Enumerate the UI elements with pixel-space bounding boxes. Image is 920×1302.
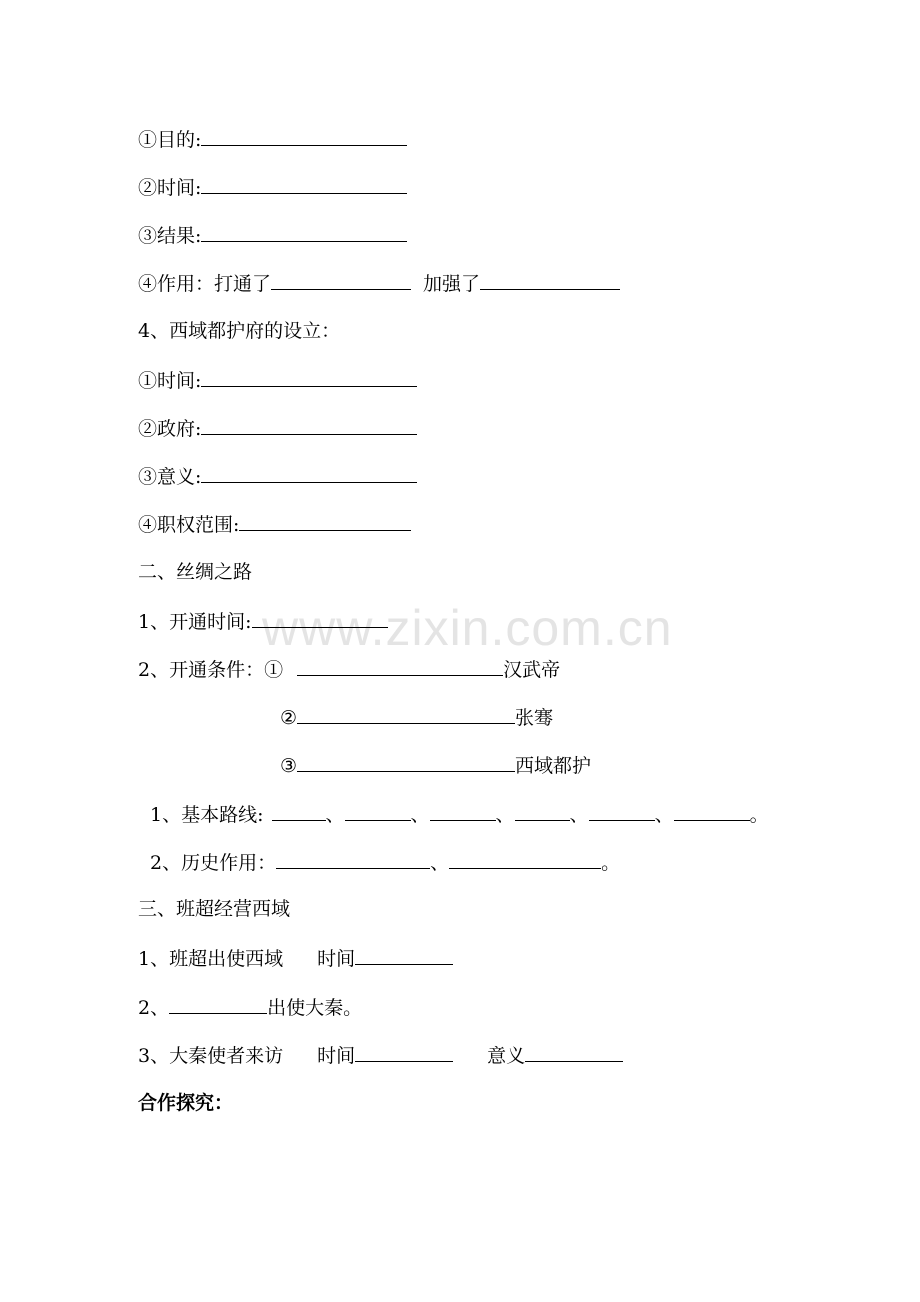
role-label: ④作用：打通了 xyxy=(138,273,272,295)
open-time-blank[interactable] xyxy=(252,607,388,628)
banchao-item-1-label: 1、班超出使西域 xyxy=(138,948,284,970)
protectorate-time-blank[interactable] xyxy=(201,366,417,387)
banchao-item-1 xyxy=(138,944,453,970)
time-blank[interactable] xyxy=(201,173,407,194)
condition-3-blank[interactable] xyxy=(297,751,515,772)
purpose-line xyxy=(138,125,407,151)
section-4-title: 4、西域都护府的设立： xyxy=(138,320,341,342)
time-line xyxy=(138,173,407,199)
protectorate-time-label: ①时间: xyxy=(138,370,202,392)
history-blank-1[interactable] xyxy=(276,848,430,869)
time-label: ②时间: xyxy=(138,177,202,199)
banchao-item-2-suffix: 出使大秦。 xyxy=(267,997,363,1019)
history-sep: 、 xyxy=(430,852,450,874)
role-blank-2[interactable] xyxy=(480,269,620,290)
role-line xyxy=(138,269,620,295)
banchao-time-blank[interactable] xyxy=(355,944,453,965)
government-line xyxy=(138,414,417,440)
cooperative-heading: 合作探究： xyxy=(138,1092,234,1114)
meaning-blank[interactable] xyxy=(201,462,417,483)
daqin-time-label: 时间 xyxy=(317,1045,356,1067)
history-line xyxy=(150,848,620,874)
condition-2-blank[interactable] xyxy=(297,703,515,724)
purpose-blank[interactable] xyxy=(201,125,407,146)
condition-2-text: 张骞 xyxy=(515,707,554,729)
condition-3-line xyxy=(280,751,591,777)
open-time-label: 1、开通时间: xyxy=(138,611,252,633)
government-blank[interactable] xyxy=(201,414,417,435)
route-sep-4: 、 xyxy=(569,804,589,826)
envoy-blank[interactable] xyxy=(169,993,267,1014)
condition-3-text: 西域都护 xyxy=(515,755,592,777)
daqin-meaning-blank[interactable] xyxy=(525,1041,623,1062)
route-blank-6[interactable] xyxy=(674,800,750,821)
condition-1-blank[interactable] xyxy=(297,655,503,676)
banchao-item-2-prefix: 2、 xyxy=(138,997,170,1019)
meaning-label: ③意义: xyxy=(138,466,202,488)
route-blank-3[interactable] xyxy=(430,800,496,821)
scope-label: ④职权范围: xyxy=(138,514,240,536)
daqin-meaning-label: 意义 xyxy=(487,1045,526,1067)
condition-2-mark: ② xyxy=(280,707,298,729)
route-blank-4[interactable] xyxy=(515,800,570,821)
condition-1-text: 汉武帝 xyxy=(503,659,561,681)
watermark: www.zixin.com.cn xyxy=(262,600,673,656)
banchao-item-3-label: 3、大秦使者来访 xyxy=(138,1045,284,1067)
condition-1-line xyxy=(138,655,560,681)
route-sep-5: 、 xyxy=(654,804,674,826)
history-label: 2、历史作用： xyxy=(150,852,277,874)
open-time-line xyxy=(138,607,388,633)
result-blank[interactable] xyxy=(201,221,407,242)
role-mid-label: 加强了 xyxy=(423,273,481,295)
result-line xyxy=(138,221,407,247)
result-label: ③结果: xyxy=(138,225,202,247)
purpose-label: ①目的: xyxy=(138,129,202,151)
route-sep-1: 、 xyxy=(325,804,345,826)
scope-blank[interactable] xyxy=(239,510,411,531)
scope-line xyxy=(138,510,411,536)
route-end: 。 xyxy=(749,804,769,826)
banchao-item-3 xyxy=(138,1041,623,1067)
history-blank-2[interactable] xyxy=(449,848,601,869)
route-blank-2[interactable] xyxy=(345,800,411,821)
route-blank-1[interactable] xyxy=(272,800,326,821)
silk-road-title: 二、丝绸之路 xyxy=(138,561,253,583)
condition-2-line xyxy=(280,703,553,729)
history-end: 。 xyxy=(601,852,621,874)
route-sep-3: 、 xyxy=(495,804,515,826)
route-sep-2: 、 xyxy=(410,804,430,826)
route-line xyxy=(150,800,769,826)
route-blank-5[interactable] xyxy=(589,800,655,821)
route-label: 1、基本路线: xyxy=(150,804,264,826)
condition-3-mark: ③ xyxy=(280,755,298,777)
conditions-label: 2、开通条件：① xyxy=(138,659,284,681)
meaning-line xyxy=(138,462,417,488)
role-blank-1[interactable] xyxy=(271,269,411,290)
banchao-item-2 xyxy=(138,993,362,1019)
protectorate-time-line xyxy=(138,366,417,392)
banchao-time-label: 时间 xyxy=(317,948,356,970)
banchao-title: 三、班超经营西域 xyxy=(138,898,291,920)
government-label: ②政府: xyxy=(138,418,202,440)
daqin-time-blank[interactable] xyxy=(355,1041,453,1062)
